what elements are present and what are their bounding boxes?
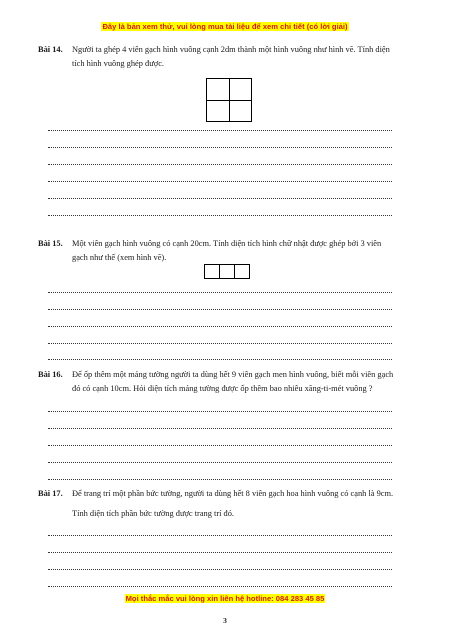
question-text: Để ốp thêm một mảng tường người ta dùng hết 9 viên gạch men hình vuông, biết mỗi viên gạch đó có cạnh 10cm. Hỏi diện tích mảng tường được ốp thêm bao nhiêu xăng-ti-mét vuông ? xyxy=(72,370,394,393)
question-label: Bài 15. xyxy=(38,239,63,248)
question-subtext: Tính diện tích phần bức tường được trang trí đó. xyxy=(72,509,235,518)
answer-line[interactable] xyxy=(48,341,392,344)
question-text: Để trang trí một phần bức tường, người ta dùng hết 8 viên gạch hoa hình vuông có cạnh là 9cm. xyxy=(72,489,394,498)
answer-line[interactable] xyxy=(48,128,392,131)
question-label: Bài 16. xyxy=(38,370,63,379)
question-label: Bài 17. xyxy=(38,489,63,498)
answer-line[interactable] xyxy=(48,357,392,360)
answer-line[interactable] xyxy=(48,460,392,463)
question-16 xyxy=(38,368,398,396)
page-number: 3 xyxy=(223,616,227,625)
preview-notice-banner xyxy=(0,22,450,31)
answer-line[interactable] xyxy=(48,213,392,216)
figure-three-squares xyxy=(204,264,250,279)
answer-line[interactable] xyxy=(48,550,392,553)
answer-line[interactable] xyxy=(48,443,392,446)
answer-line[interactable] xyxy=(48,477,392,480)
answer-line[interactable] xyxy=(48,324,392,327)
answer-line[interactable] xyxy=(48,179,392,182)
preview-notice-text: Đây là bản xem thử, vui lòng mua tài liệu để xem chi tiết (có lời giải) xyxy=(102,22,348,31)
figure-four-squares xyxy=(206,78,252,122)
question-17 xyxy=(38,487,398,521)
question-label: Bài 14. xyxy=(38,45,63,54)
answer-line[interactable] xyxy=(48,290,392,293)
question-14 xyxy=(38,43,398,71)
answer-line[interactable] xyxy=(48,162,392,165)
answer-line[interactable] xyxy=(48,567,392,570)
question-text: Người ta ghép 4 viên gạch hình vuông cạnh 2dm thành một hình vuông như hình vẽ. Tính diện tích hình vuông ghép được. xyxy=(72,45,390,68)
hotline-text: Mọi thắc mắc vui lòng xin liên hệ hotline: 084 283 45 85 xyxy=(125,594,325,603)
answer-line[interactable] xyxy=(48,196,392,199)
question-15 xyxy=(38,237,398,265)
answer-line[interactable] xyxy=(48,307,392,310)
hotline-banner xyxy=(0,594,450,603)
answer-line[interactable] xyxy=(48,584,392,587)
question-text: Một viên gạch hình vuông có cạnh 20cm. Tính diện tích hình chữ nhật được ghép bởi 3 viên gạch như thế (xem hình vẽ). xyxy=(72,239,382,262)
answer-line[interactable] xyxy=(48,533,392,536)
answer-line[interactable] xyxy=(48,409,392,412)
answer-line[interactable] xyxy=(48,426,392,429)
answer-line[interactable] xyxy=(48,145,392,148)
